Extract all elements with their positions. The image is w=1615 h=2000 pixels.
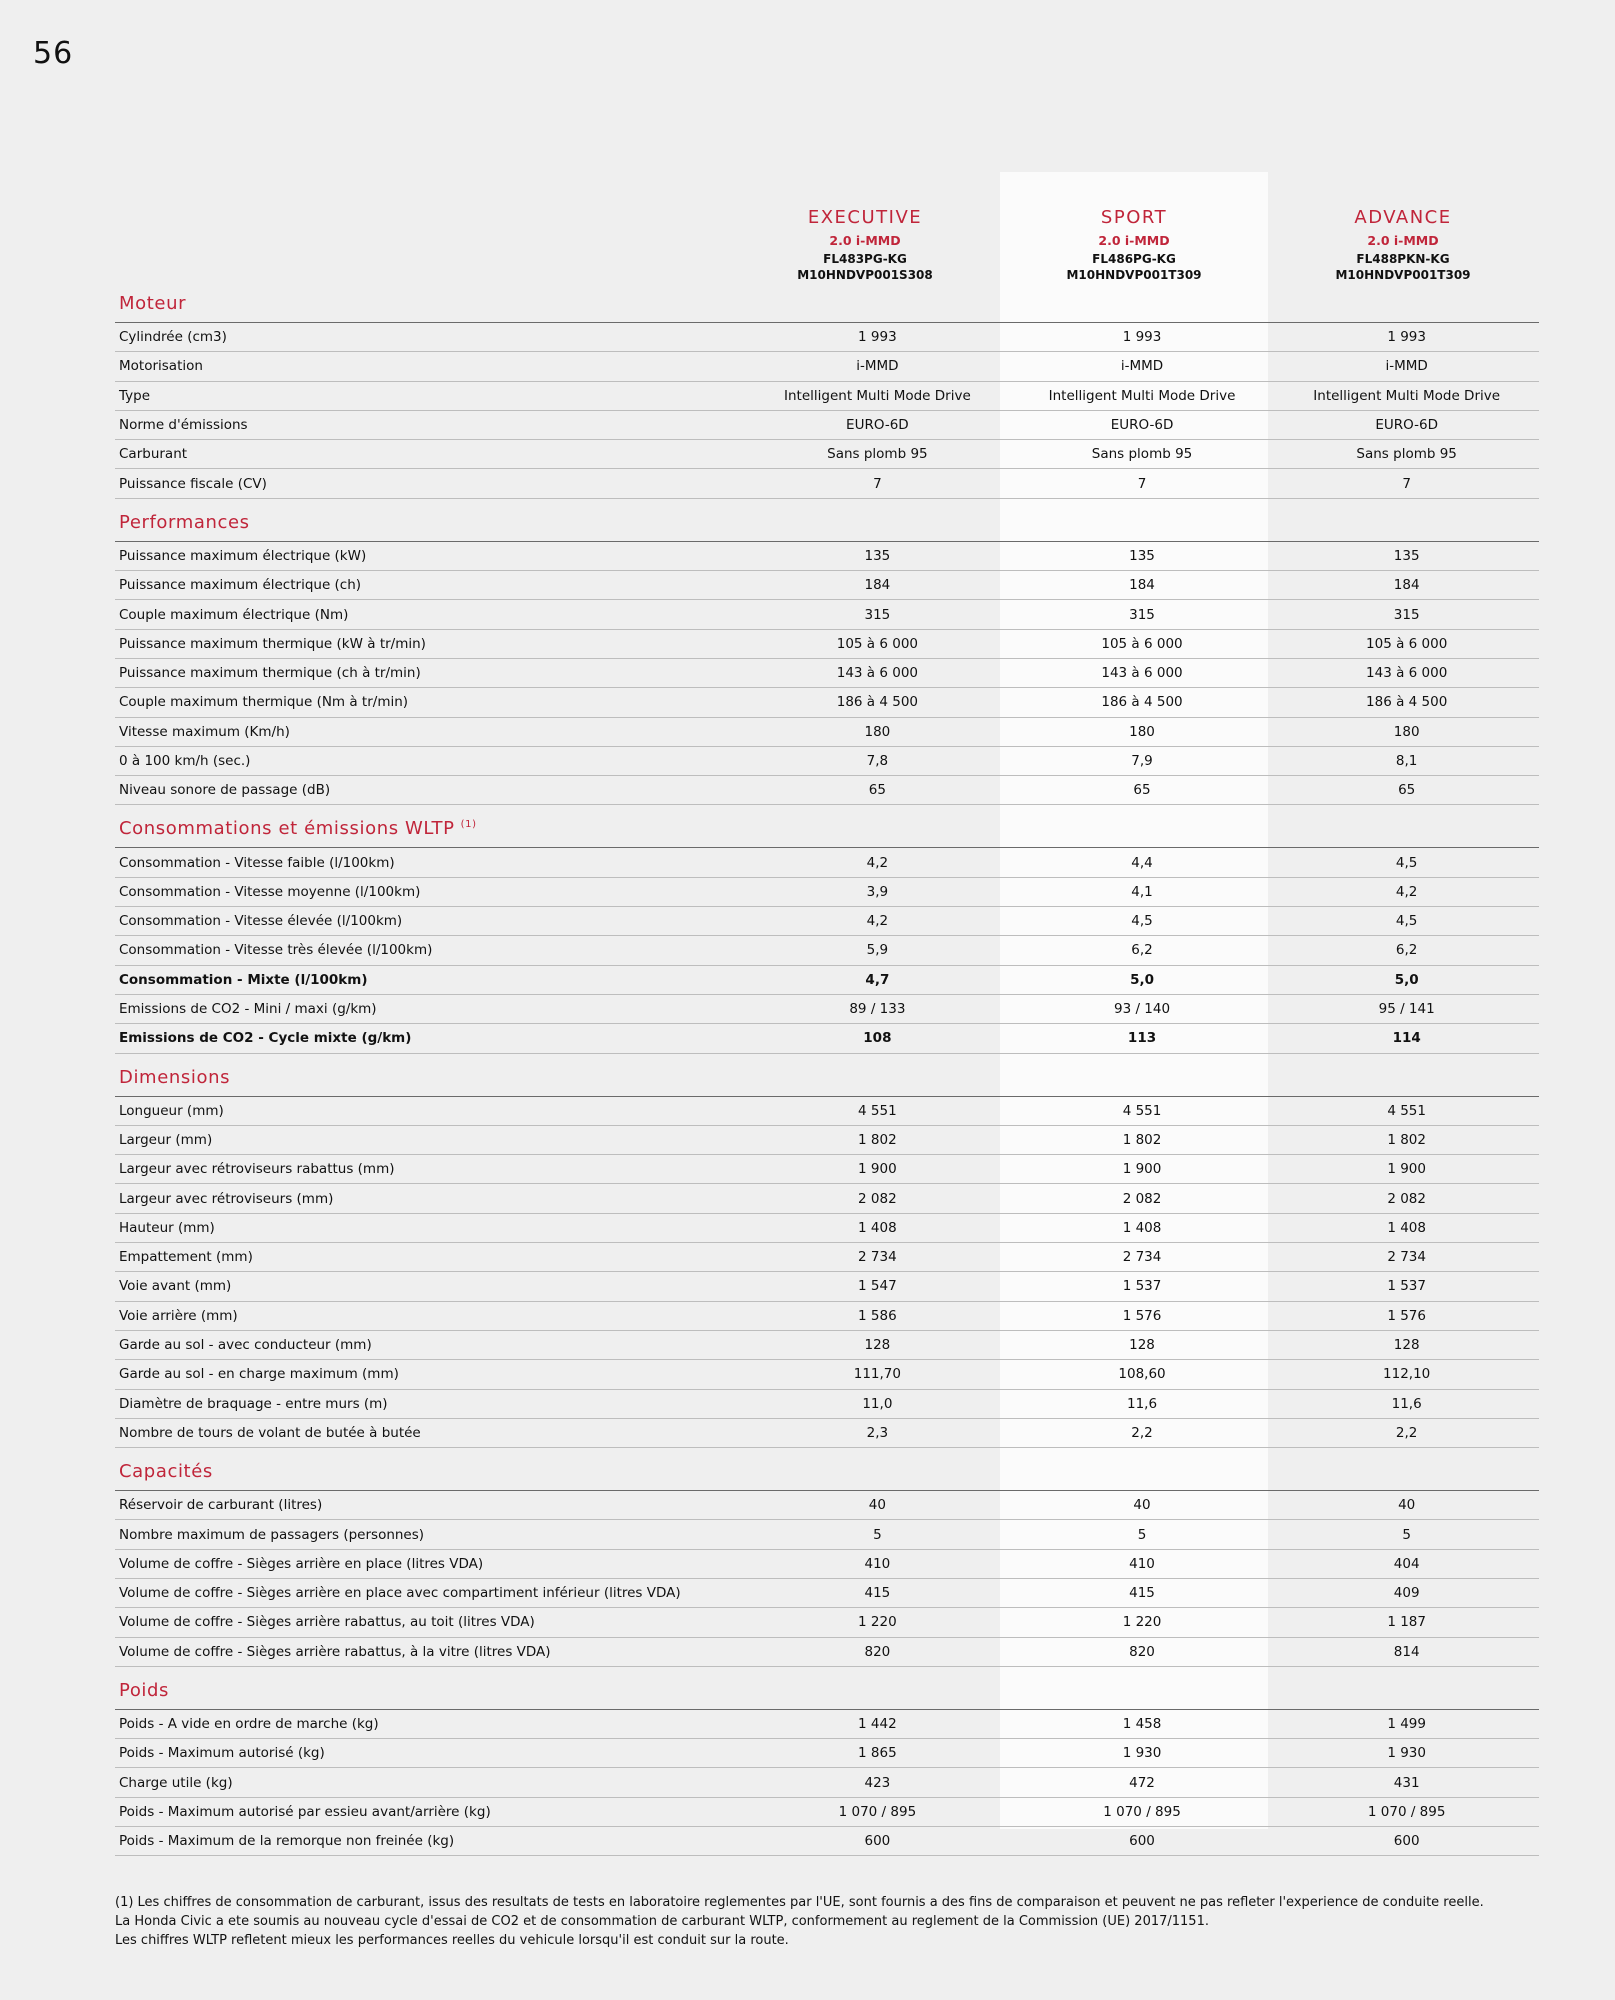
row-value: 1 187 — [1387, 1614, 1426, 1631]
row-value: 1 993 — [858, 329, 897, 346]
row-label: Largeur avec rétroviseurs (mm) — [119, 1190, 334, 1207]
row-value: 2,2 — [1395, 1424, 1418, 1441]
table-row — [115, 1024, 1539, 1053]
row-value: 6,2 — [1131, 942, 1153, 959]
row-value: 40 — [868, 1497, 886, 1514]
row-value: 128 — [1129, 1337, 1155, 1354]
row-value: 5,9 — [866, 942, 889, 959]
row-value: 11,0 — [862, 1395, 893, 1412]
row-value: 1 408 — [1387, 1219, 1426, 1236]
row-value: 111,70 — [853, 1366, 901, 1383]
row-value: 315 — [864, 606, 891, 623]
row-value: Sans plomb 95 — [827, 446, 928, 463]
table-row — [115, 966, 1539, 995]
row-value: 4,5 — [1395, 913, 1418, 930]
table-row — [115, 323, 1539, 352]
table-row — [115, 1768, 1539, 1797]
row-value: 186 à 4 500 — [1101, 694, 1183, 711]
row-label: Norme d'émissions — [119, 417, 248, 434]
section-title — [115, 280, 1539, 323]
row-value: 1 537 — [1122, 1278, 1162, 1295]
row-value: 404 — [1393, 1555, 1420, 1572]
table-row — [115, 995, 1539, 1024]
row-value: EURO-6D — [846, 417, 909, 434]
row-value: 1 930 — [1387, 1745, 1426, 1762]
row-value: 95 / 141 — [1378, 1001, 1435, 1018]
row-value: 7 — [873, 475, 882, 492]
row-value: 135 — [1129, 547, 1155, 564]
row-value: 186 à 4 500 — [836, 694, 919, 711]
column-header-advance — [1269, 207, 1537, 283]
row-value: 4,2 — [866, 854, 889, 871]
row-label: Hauteur (mm) — [119, 1219, 215, 1236]
row-value: 2 082 — [1122, 1190, 1162, 1207]
row-label: Largeur avec rétroviseurs rabattus (mm) — [119, 1161, 395, 1178]
table-row — [115, 440, 1539, 469]
table-row — [115, 1798, 1539, 1827]
row-value: 4,5 — [1395, 854, 1418, 871]
row-value: 1 408 — [858, 1219, 897, 1236]
footnote-line: Les chiffres WLTP refletent mieux les performances reelles du vehicule lorsqu'il est conduit sur la route. — [115, 1933, 789, 1948]
table-row — [115, 1608, 1539, 1637]
row-label: 0 à 100 km/h (sec.) — [119, 753, 251, 769]
row-label: Empattement (mm) — [119, 1249, 253, 1266]
table-row — [115, 936, 1539, 965]
trim-name: EXECUTIVE — [807, 207, 923, 228]
row-value: 4,4 — [1131, 854, 1153, 871]
section-title-label: Dimensions — [119, 1066, 231, 1088]
row-label: Puissance maximum thermique (ch à tr/min) — [119, 665, 421, 682]
trim-name: ADVANCE — [1354, 207, 1452, 228]
row-value: 415 — [864, 1585, 891, 1602]
row-value: 184 — [864, 577, 891, 594]
row-label: Réservoir de carburant (litres) — [119, 1497, 323, 1514]
footnote — [115, 1893, 1535, 1950]
row-value: 1 993 — [1122, 329, 1162, 346]
section-title-text — [119, 818, 477, 839]
row-label: Voie arrière (mm) — [119, 1307, 238, 1324]
row-value: 1 220 — [858, 1614, 897, 1631]
row-value: 143 à 6 000 — [836, 665, 919, 682]
row-value: Sans plomb 95 — [1091, 446, 1193, 463]
section-title-label: Moteur — [119, 293, 187, 314]
table-row — [115, 848, 1539, 877]
row-value: 4,2 — [1395, 883, 1418, 900]
row-value: 1 499 — [1387, 1716, 1426, 1733]
table-row — [115, 600, 1539, 629]
row-value: 135 — [1393, 547, 1420, 564]
row-value: 128 — [1393, 1337, 1420, 1354]
row-value: 315 — [1129, 606, 1155, 623]
section-title-text — [119, 1067, 230, 1088]
table-row — [115, 1739, 1539, 1768]
row-label: Diamètre de braquage - entre murs (m) — [119, 1395, 388, 1412]
row-value: 108 — [863, 1030, 892, 1047]
table-row — [115, 542, 1539, 571]
row-value: 600 — [864, 1833, 891, 1850]
page-number: 56 — [33, 36, 74, 71]
row-value: 2 082 — [1387, 1190, 1426, 1207]
row-value: 1 547 — [858, 1278, 897, 1295]
row-label: Puissance maximum électrique (ch) — [119, 577, 362, 594]
footnote-line: (1) Les chiffres de consommation de carburant, issus des resultats de tests en laboratoire reglementes par l'UE, sont fournis a des fins de comparaison et peuvent ne pas refleter l'experience de conduite reelle. — [115, 1895, 1484, 1910]
row-label: Consommation - Vitesse élevée (l/100km) — [119, 913, 403, 930]
row-value: 820 — [864, 1643, 891, 1660]
table-row — [115, 469, 1539, 498]
row-value: 40 — [1398, 1497, 1416, 1514]
row-value: 1 070 / 895 — [838, 1803, 917, 1820]
row-value: 814 — [1393, 1643, 1420, 1660]
row-value: 11,6 — [1126, 1395, 1158, 1412]
row-label: Poids - Maximum autorisé (kg) — [119, 1745, 325, 1762]
engine-name: 2.0 i-MMD — [1367, 233, 1439, 248]
row-value: 1 537 — [1387, 1278, 1426, 1295]
row-value: 4,2 — [866, 913, 889, 930]
row-value: 5 — [1137, 1526, 1147, 1543]
model-code: FL486PG-KG — [1092, 252, 1176, 266]
row-value: 472 — [1129, 1774, 1155, 1791]
row-value: 8,1 — [1395, 753, 1418, 769]
row-value: 4,1 — [1131, 883, 1153, 900]
row-value: 1 576 — [1387, 1307, 1426, 1324]
table-row — [115, 659, 1539, 688]
model-vin: M10HNDVP001S308 — [797, 268, 933, 282]
table-row — [115, 688, 1539, 717]
row-value: 2 082 — [858, 1190, 897, 1207]
engine-name: 2.0 i-MMD — [829, 233, 901, 248]
table-row — [115, 382, 1539, 411]
row-label: Emissions de CO2 - Cycle mixte (g/km) — [119, 1030, 412, 1047]
table-row — [115, 1155, 1539, 1184]
row-value: 180 — [1129, 723, 1155, 740]
row-label: Garde au sol - avec conducteur (mm) — [119, 1337, 372, 1354]
table-row — [115, 630, 1539, 659]
row-value: 2 734 — [1122, 1249, 1162, 1266]
table-row — [115, 1710, 1539, 1739]
column-header-executive — [731, 207, 999, 283]
row-value: 5 — [1402, 1526, 1411, 1543]
row-value: 423 — [864, 1774, 891, 1791]
row-value: 1 900 — [858, 1161, 897, 1178]
row-value: 315 — [1393, 606, 1420, 623]
row-value: 108,60 — [1118, 1366, 1166, 1383]
row-label: Poids - Maximum de la remorque non freinée (kg) — [119, 1833, 455, 1850]
row-value: 2,3 — [866, 1424, 889, 1441]
table-row — [115, 1550, 1539, 1579]
row-value: 105 à 6 000 — [836, 635, 919, 652]
table-row — [115, 718, 1539, 747]
row-value: 180 — [864, 723, 891, 740]
table-row — [115, 1126, 1539, 1155]
row-value: 600 — [1129, 1833, 1155, 1850]
row-label: Consommation - Mixte (l/100km) — [119, 971, 368, 988]
row-value: 1 070 / 895 — [1367, 1803, 1446, 1820]
row-value: 3,9 — [866, 883, 889, 900]
model-code: FL488PKN-KG — [1356, 252, 1450, 266]
row-label: Consommation - Vitesse moyenne (l/100km) — [119, 883, 421, 900]
section-title-text — [119, 512, 250, 533]
row-label: Volume de coffre - Sièges arrière en place avec compartiment inférieur (litres VDA) — [119, 1585, 681, 1602]
column-header-sport — [1000, 207, 1268, 283]
table-row — [115, 1390, 1539, 1419]
row-label: Vitesse maximum (Km/h) — [119, 723, 290, 740]
row-label: Longueur (mm) — [119, 1102, 224, 1119]
row-value: 65 — [1133, 782, 1151, 799]
row-value: i-MMD — [1385, 358, 1428, 375]
model-code: FL483PG-KG — [823, 252, 907, 266]
row-value: 113 — [1127, 1030, 1157, 1047]
table-row — [115, 1302, 1539, 1331]
row-value: 1 900 — [1122, 1161, 1162, 1178]
row-value: 1 458 — [1122, 1716, 1162, 1733]
row-value: 89 / 133 — [849, 1001, 906, 1018]
section-title — [115, 1667, 1539, 1710]
row-value: Sans plomb 95 — [1356, 446, 1457, 463]
row-value: 7 — [1137, 475, 1147, 492]
section-title-text — [119, 293, 186, 314]
section-footnote-marker: (1) — [460, 819, 477, 831]
row-value: 114 — [1392, 1030, 1421, 1047]
row-value: 1 220 — [1122, 1614, 1162, 1631]
row-value: 2 734 — [858, 1249, 897, 1266]
row-label: Largeur (mm) — [119, 1131, 213, 1148]
row-value: 1 993 — [1387, 329, 1426, 346]
row-value: 11,6 — [1391, 1395, 1422, 1412]
row-label: Volume de coffre - Sièges arrière rabattus, à la vitre (litres VDA) — [119, 1643, 551, 1660]
table-row — [115, 747, 1539, 776]
table-row — [115, 1097, 1539, 1126]
row-label: Carburant — [119, 446, 188, 463]
footnote-line: La Honda Civic a ete soumis au nouveau cycle d'essai de CO2 et de consommation de carburant WLTP, conformement au reglement de la Commission (UE) 2017/1151. — [115, 1914, 1209, 1929]
row-value: 7 — [1402, 475, 1411, 492]
row-value: 105 à 6 000 — [1101, 635, 1183, 652]
row-value: 2,2 — [1131, 1424, 1153, 1441]
row-value: 410 — [864, 1555, 891, 1572]
row-value: 93 / 140 — [1113, 1001, 1171, 1018]
row-label: Couple maximum thermique (Nm à tr/min) — [119, 694, 409, 711]
row-value: 1 802 — [858, 1131, 897, 1148]
row-label: Puissance maximum thermique (kW à tr/min) — [119, 635, 426, 652]
row-value: Intelligent Multi Mode Drive — [784, 387, 971, 404]
engine-name: 2.0 i-MMD — [1098, 233, 1170, 248]
row-value: 4,7 — [865, 971, 890, 988]
row-value: 410 — [1129, 1555, 1155, 1572]
specifications-table — [115, 280, 1539, 1856]
row-value: 1 070 / 895 — [1103, 1803, 1181, 1820]
row-value: i-MMD — [1120, 358, 1164, 375]
row-value: 1 930 — [1122, 1745, 1162, 1762]
model-vin: M10HNDVP001T309 — [1335, 268, 1471, 282]
table-row — [115, 1827, 1539, 1856]
row-value: 1 408 — [1122, 1219, 1162, 1236]
table-row — [115, 411, 1539, 440]
table-row — [115, 1520, 1539, 1549]
table-row — [115, 571, 1539, 600]
row-value: i-MMD — [856, 358, 899, 375]
row-value: 1 802 — [1387, 1131, 1426, 1148]
row-value: 105 à 6 000 — [1366, 635, 1448, 652]
trim-name: SPORT — [1100, 207, 1168, 228]
row-value: 5,0 — [1130, 971, 1154, 988]
row-label: Cylindrée (cm3) — [119, 329, 227, 346]
row-value: 409 — [1393, 1585, 1420, 1602]
row-value: 1 586 — [858, 1307, 897, 1324]
row-value: 5,0 — [1394, 971, 1419, 988]
row-value: 180 — [1393, 723, 1420, 740]
row-label: Poids - Maximum autorisé par essieu avant/arrière (kg) — [119, 1803, 491, 1820]
row-label: Volume de coffre - Sièges arrière rabattus, au toit (litres VDA) — [119, 1614, 535, 1631]
section-title-label: Poids — [119, 1679, 170, 1701]
row-label: Nombre de tours de volant de butée à butée — [119, 1424, 421, 1441]
row-label: Voie avant (mm) — [119, 1278, 232, 1295]
table-row — [115, 1638, 1539, 1667]
section-title — [115, 805, 1539, 848]
table-row — [115, 1360, 1539, 1389]
table-row — [115, 878, 1539, 907]
row-value: 143 à 6 000 — [1101, 665, 1183, 682]
row-value: 1 442 — [858, 1716, 897, 1733]
row-label: Consommation - Vitesse faible (l/100km) — [119, 854, 395, 871]
row-value: 415 — [1129, 1585, 1155, 1602]
row-value: 600 — [1393, 1833, 1420, 1850]
row-value: 128 — [864, 1337, 891, 1354]
row-value: 820 — [1129, 1643, 1155, 1660]
row-label: Puissance maximum électrique (kW) — [119, 547, 367, 564]
row-value: 112,10 — [1383, 1366, 1431, 1383]
section-title — [115, 1054, 1539, 1097]
row-label: Emissions de CO2 - Mini / maxi (g/km) — [119, 1001, 377, 1018]
row-label: Niveau sonore de passage (dB) — [119, 782, 331, 799]
section-title-label: Performances — [119, 511, 250, 533]
row-value: 4 551 — [858, 1102, 897, 1119]
row-value: 5 — [873, 1526, 882, 1543]
row-value: Intelligent Multi Mode Drive — [1048, 387, 1236, 404]
row-label: Type — [119, 387, 151, 404]
row-value: 431 — [1393, 1774, 1420, 1791]
table-row — [115, 1272, 1539, 1301]
row-value: 6,2 — [1395, 942, 1418, 959]
row-value: 1 802 — [1122, 1131, 1162, 1148]
row-label: Charge utile (kg) — [119, 1774, 233, 1791]
row-label: Garde au sol - en charge maximum (mm) — [119, 1366, 399, 1383]
table-row — [115, 1214, 1539, 1243]
row-value: 184 — [1129, 577, 1155, 594]
table-row — [115, 1491, 1539, 1520]
table-row — [115, 907, 1539, 936]
section-title — [115, 499, 1539, 542]
row-value: 65 — [868, 782, 886, 799]
row-value: EURO-6D — [1110, 417, 1174, 434]
table-row — [115, 776, 1539, 805]
row-label: Poids - A vide en ordre de marche (kg) — [119, 1716, 379, 1733]
row-value: 135 — [864, 547, 891, 564]
row-label: Nombre maximum de passagers (personnes) — [119, 1526, 425, 1543]
table-row — [115, 1331, 1539, 1360]
row-value: 1 576 — [1122, 1307, 1162, 1324]
row-value: 7,8 — [866, 753, 889, 769]
section-title-label: Consommations et émissions WLTP — [119, 818, 455, 840]
row-value: Intelligent Multi Mode Drive — [1313, 387, 1501, 404]
section-title-label: Capacités — [119, 1461, 213, 1483]
row-value: EURO-6D — [1375, 417, 1438, 434]
row-label: Couple maximum électrique (Nm) — [119, 606, 349, 623]
table-row — [115, 352, 1539, 381]
section-title-text — [119, 1680, 169, 1701]
row-value: 40 — [1133, 1497, 1151, 1514]
row-value: 143 à 6 000 — [1366, 665, 1448, 682]
row-label: Puissance fiscale (CV) — [119, 475, 267, 492]
row-value: 1 865 — [858, 1745, 897, 1762]
row-label: Consommation - Vitesse très élevée (l/100km) — [119, 942, 433, 959]
section-title — [115, 1448, 1539, 1491]
row-label: Motorisation — [119, 358, 203, 375]
table-row — [115, 1419, 1539, 1448]
table-row — [115, 1243, 1539, 1272]
row-label: Volume de coffre - Sièges arrière en place (litres VDA) — [119, 1555, 484, 1572]
table-row — [115, 1579, 1539, 1608]
table-row — [115, 1184, 1539, 1213]
row-value: 1 900 — [1387, 1161, 1426, 1178]
row-value: 186 à 4 500 — [1366, 694, 1448, 711]
row-value: 4 551 — [1387, 1102, 1426, 1119]
section-title-text — [119, 1461, 213, 1482]
row-value: 7,9 — [1131, 753, 1153, 769]
row-value: 4 551 — [1122, 1102, 1162, 1119]
row-value: 4,5 — [1131, 913, 1153, 930]
model-vin: M10HNDVP001T309 — [1066, 268, 1202, 282]
row-value: 2 734 — [1387, 1249, 1426, 1266]
row-value: 65 — [1398, 782, 1416, 799]
row-value: 184 — [1393, 577, 1420, 594]
